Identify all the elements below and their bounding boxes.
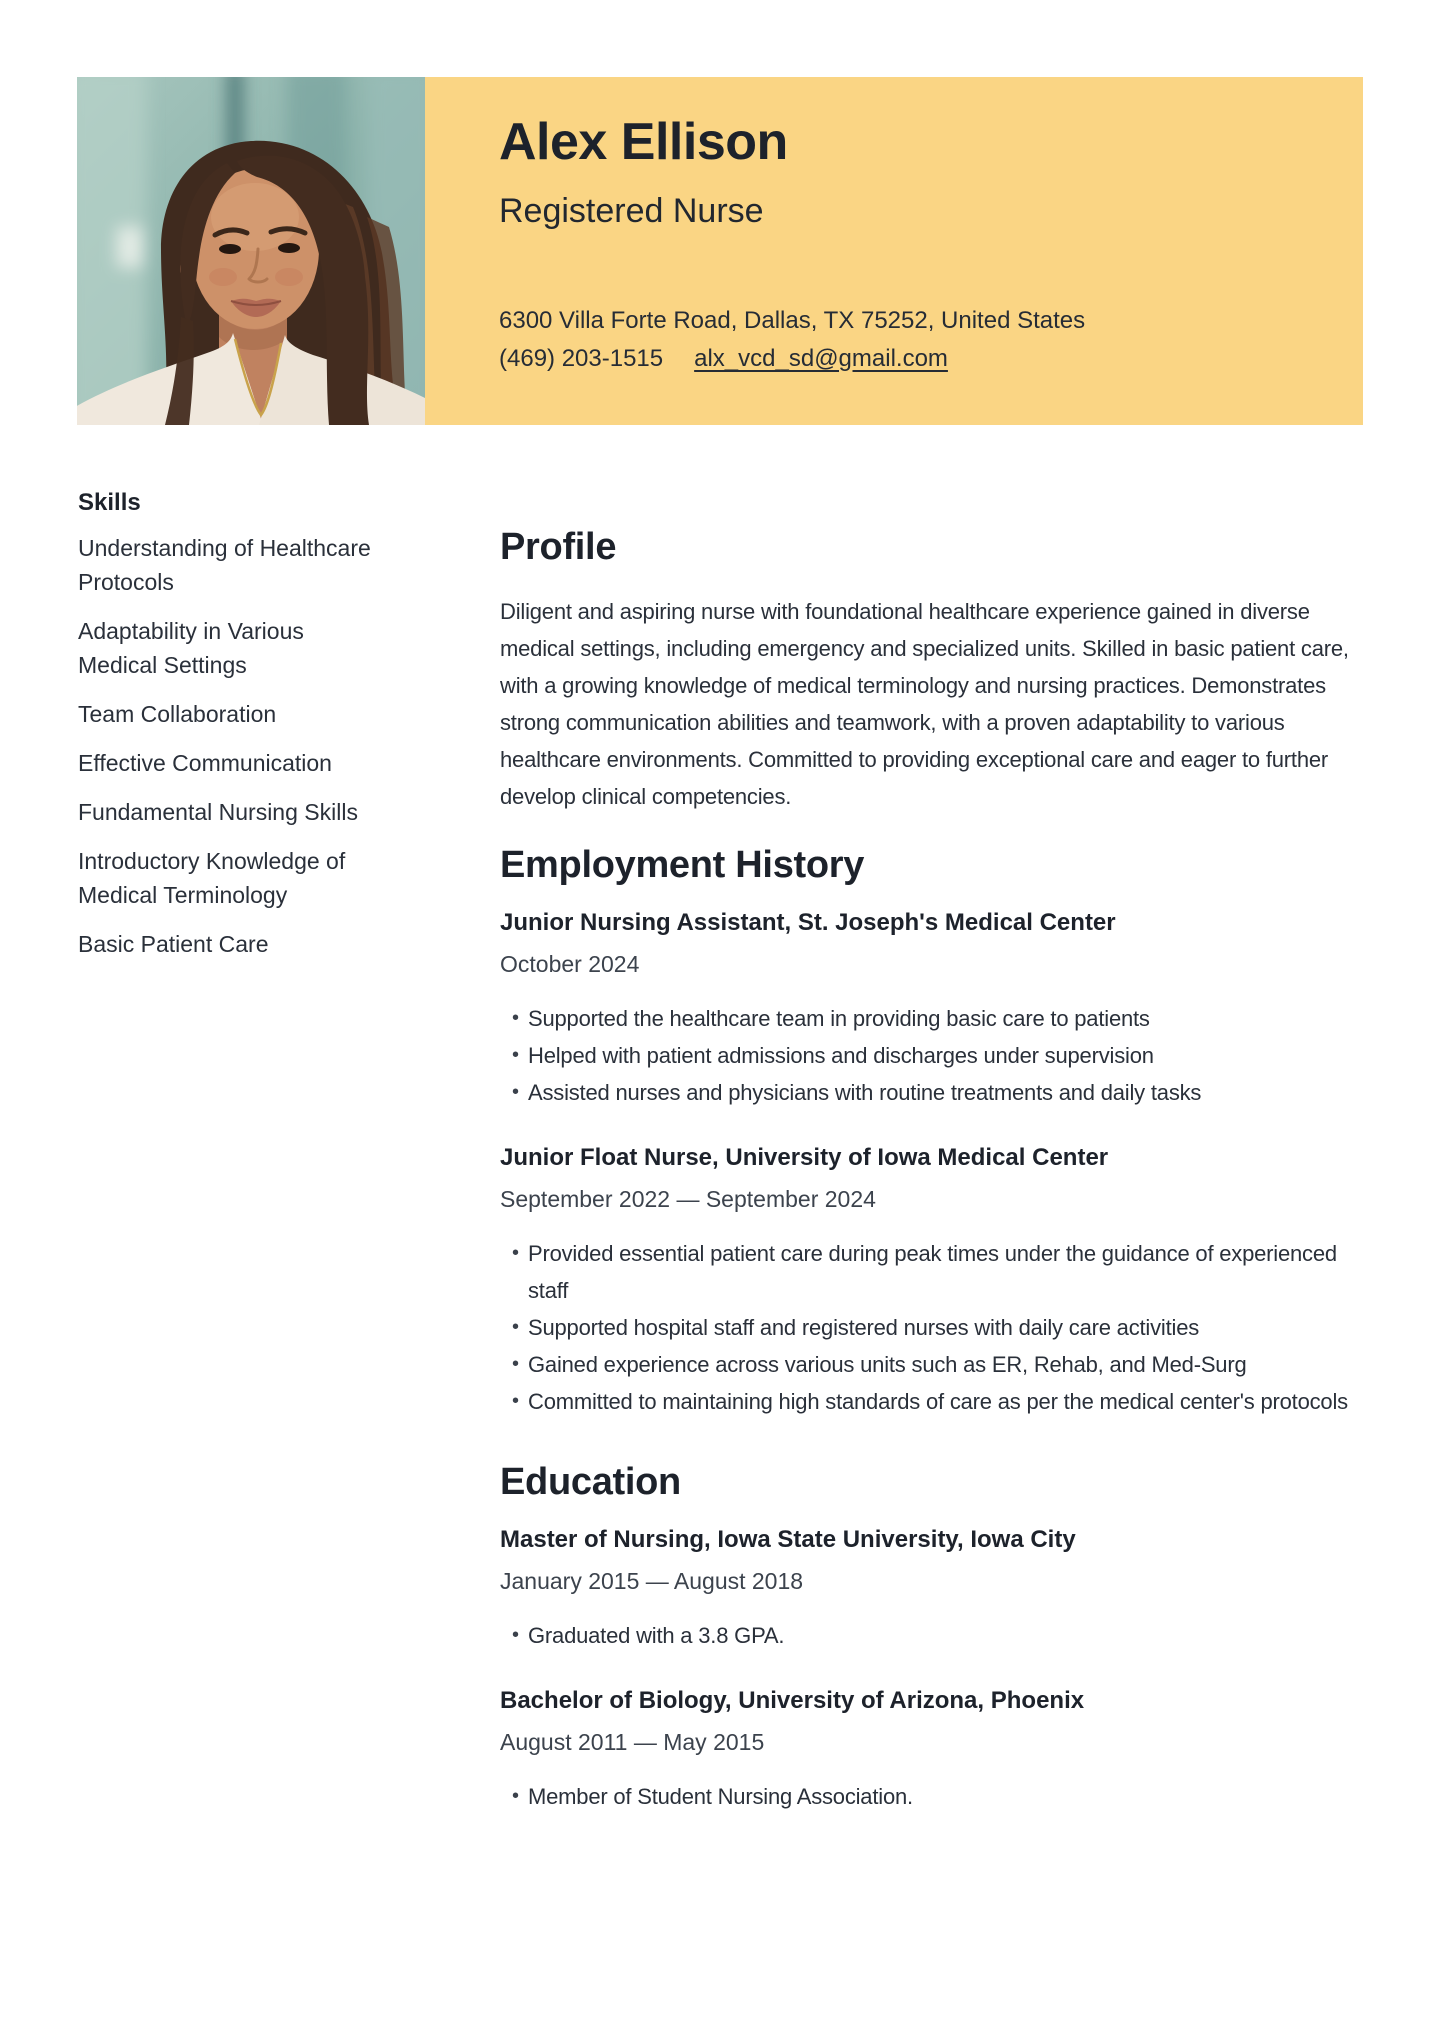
sidebar <box>77 425 500 976</box>
bullet-item: • Provided essential patient care during peak times under the guidance of experienced staff <box>500 1235 1363 1309</box>
education-heading: Education <box>500 1461 681 1503</box>
bullet-item: • Assisted nurses and physicians with routine treatments and daily tasks <box>500 1074 1363 1111</box>
education-list <box>500 1526 1363 1815</box>
bullet-item: • Supported hospital staff and registered nurses with daily care activities <box>500 1309 1363 1346</box>
education-entry <box>500 1526 1363 1654</box>
job-dates: October 2024 <box>500 951 640 977</box>
bullet-item: • Graduated with a 3.8 GPA. <box>500 1617 1363 1654</box>
skill-item: Team Collaboration <box>78 701 277 727</box>
job-bullets <box>500 1235 1363 1420</box>
contact-block <box>499 302 1085 378</box>
profile-section <box>500 525 1363 815</box>
profile-heading: Profile <box>500 526 617 568</box>
bullet-item: • Member of Student Nursing Association. <box>500 1778 1363 1815</box>
education-bullets <box>500 1778 1363 1815</box>
education-dates: January 2015 — August 2018 <box>500 1568 804 1594</box>
employment-heading: Employment History <box>500 844 865 886</box>
education-bullets <box>500 1617 1363 1654</box>
skill-item: Fundamental Nursing Skills <box>78 799 358 825</box>
job-entry <box>500 1144 1363 1420</box>
person-job-title: Registered Nurse <box>499 191 764 230</box>
bullet-item: • Helped with patient admissions and discharges under supervision <box>500 1037 1363 1074</box>
job-dates: September 2022 — September 2024 <box>500 1186 876 1212</box>
resume-body <box>77 425 1363 1815</box>
education-entry <box>500 1687 1363 1815</box>
education-dates: August 2011 — May 2015 <box>500 1729 765 1755</box>
skill-item: Adaptability in Various Medical Settings <box>78 618 304 678</box>
bullet-item: • Gained experience across various units such as ER, Rehab, and Med-Surg <box>500 1346 1363 1383</box>
job-entry <box>500 909 1363 1111</box>
header-info <box>425 77 1085 425</box>
resume-header <box>77 77 1363 425</box>
bullet-item: • Supported the healthcare team in providing basic care to patients <box>500 1000 1363 1037</box>
job-title: Junior Float Nurse, University of Iowa Medical Center <box>500 1144 1109 1171</box>
email-link[interactable]: alx_vcd_sd@gmail.com <box>694 344 948 372</box>
bullet-item: • Committed to maintaining high standards of care as per the medical center's protocols <box>500 1383 1363 1420</box>
skills-list <box>78 531 387 961</box>
skills-heading: Skills <box>78 489 141 516</box>
degree-title: Master of Nursing, Iowa State University, Iowa City <box>500 1526 1076 1553</box>
employment-section <box>500 843 1363 1420</box>
skill-item: Effective Communication <box>78 750 332 776</box>
skill-item: Understanding of Healthcare Protocols <box>78 535 371 595</box>
phone-text: (469) 203-1515 <box>499 344 664 372</box>
person-name: Alex Ellison <box>499 113 788 171</box>
main-column <box>500 425 1363 1815</box>
job-title: Junior Nursing Assistant, St. Joseph's Medical Center <box>500 909 1116 936</box>
skill-item: Basic Patient Care <box>78 931 269 957</box>
jobs-list <box>500 909 1363 1420</box>
skill-item: Introductory Knowledge of Medical Terminology <box>78 848 346 908</box>
degree-title: Bachelor of Biology, University of Arizona, Phoenix <box>500 1687 1085 1714</box>
address-text: 6300 Villa Forte Road, Dallas, TX 75252, United States <box>499 306 1086 334</box>
profile-photo <box>77 77 425 425</box>
job-bullets <box>500 1000 1363 1111</box>
profile-text: Diligent and aspiring nurse with foundational healthcare experience gained in diverse medical settings, including emergency and specialized units. Skilled in basic patient care, with a growing knowledge of medical terminology and nursing practices. Demonstrates strong communication abilities and teamwork, with a proven adaptability to various healthcare environments. Committed to providing exceptional care and eager to further develop clinical competencies. <box>500 599 1349 809</box>
education-section <box>500 1460 1363 1815</box>
